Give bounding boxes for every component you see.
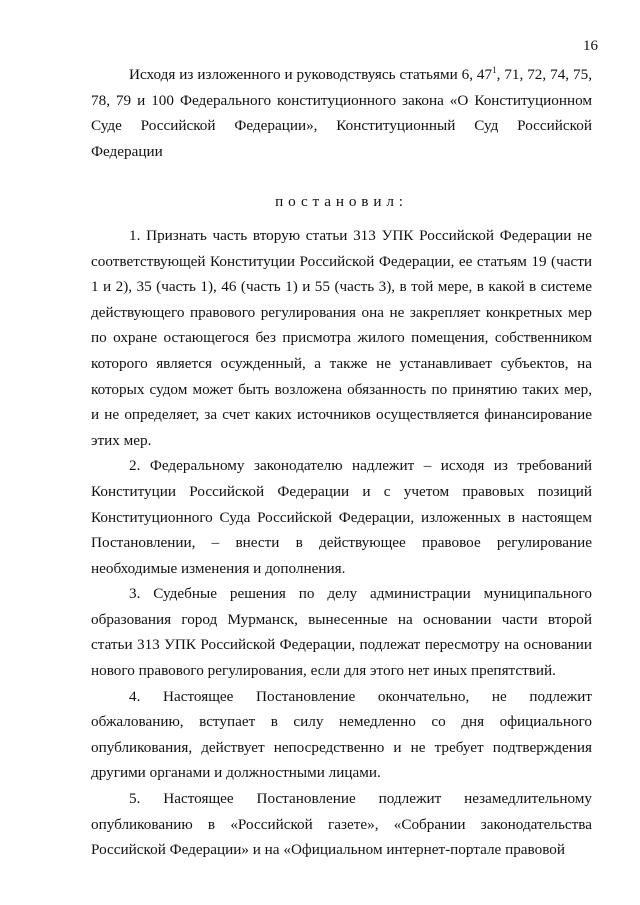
intro-paragraph <box>91 62 592 164</box>
article-superscript: 1 <box>492 64 497 75</box>
intro-text-end: , 71, 72, 74, 75, 78, 79 и 100 Федерального конституционного закона «О Конституционном Суде Российской Федерации», Конституционный Суд Российской Федерации <box>91 66 592 160</box>
resolution-paragraph-1: 1. Признать часть вторую статьи 313 УПК Российской Федерации не соответствующей Конституции Российской Федерации, ее статьям 19 (части 1 и 2), 35 (часть 1), 46 (часть 1) и 55 (часть 3), в той мере, в какой в системе действующего правового регулирования она не закрепляет конкретных мер по охране остающегося без присмотра жилого помещения, собственником которого является осужденный, а также не устанавливает субъектов, на которых судом может быть возложена обязанность по принятию таких мер, и не определяет, за счет каких источников осуществляется финансирование этих мер. <box>91 226 592 449</box>
page-number: 16 <box>583 38 598 54</box>
resolution-paragraph-4: 4. Настоящее Постановление окончательно, не подлежит обжалованию, вступает в силу немедленно со дня официального опубликования, действует непосредственно и не требует подтверждения другими органами и должностными лицами. <box>91 687 592 782</box>
resolution-paragraph-5: 5. Настоящее Постановление подлежит незамедлительному опубликованию в «Российской газете», «Собрании законодательства Российской Федерации» и на «Официальном интернет-портале правовой <box>91 790 592 859</box>
intro-text-start: Исходя из изложенного и руководствуясь статьями 6, 47 <box>129 66 493 83</box>
resolution-paragraph-2: 2. Федеральному законодателю надлежит – исходя из требований Конституции Российской Федерации и с учетом правовых позиций Конституционного Суда Российской Федерации, изложенных в настоящем Постановлении, – внести в действующее правовое регулирование необходимые изменения и дополнения. <box>91 457 592 577</box>
resolution-heading: постановил: <box>275 193 408 211</box>
document-body <box>91 62 592 863</box>
resolution-paragraph-3: 3. Судебные решения по делу администрации муниципального образования город Мурманск, вынесенные на основании части второй статьи 313 УПК Российской Федерации, подлежат пересмотру на основании нового правового регулирования, если для этого нет иных препятствий. <box>91 585 592 680</box>
